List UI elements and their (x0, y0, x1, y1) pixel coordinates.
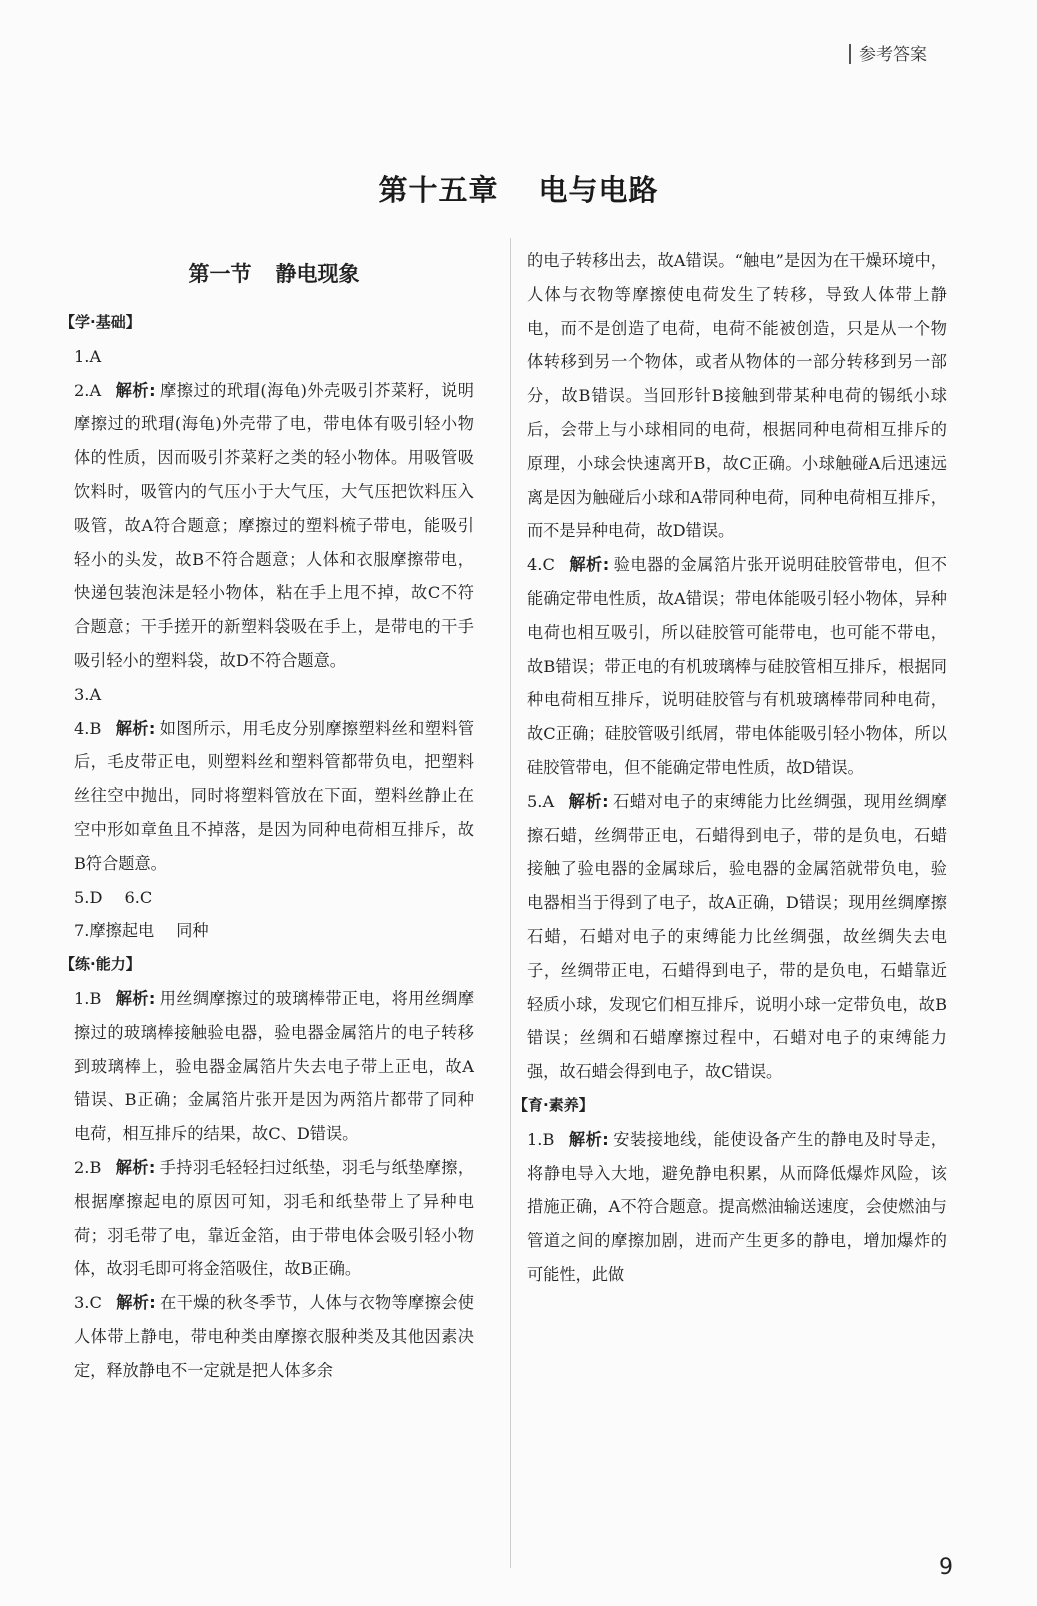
answer-3: 3.A (74, 684, 102, 704)
header-divider (849, 44, 851, 64)
practice-5-number: 5.A (527, 791, 555, 811)
analysis-label: 解析: (568, 1129, 609, 1149)
section-number: 第一节 (188, 262, 252, 286)
answer-6: 6.C (124, 887, 153, 907)
analysis-label: 解析: (115, 988, 156, 1008)
section-tag-literacy: 【育·素养】 (513, 1095, 594, 1114)
practice-2-number: 2.B (74, 1157, 102, 1177)
practice-2 (74, 1151, 474, 1286)
practice-1-number: 1.B (74, 988, 102, 1008)
answer-7-b: 同种 (176, 921, 209, 941)
answer-1: 1.A (74, 346, 102, 366)
answer-2-number: 2.A (74, 380, 102, 400)
practice-3-text: 在干燥的秋冬季节，人体与衣物等摩擦会使人体带上静电，带电种类由摩擦衣服种类及其他因素决定，释放静电不一定就是把人体多余 (74, 1293, 474, 1380)
running-header (849, 40, 927, 65)
practice-3 (74, 1286, 474, 1387)
practice-3-number: 3.C (74, 1293, 102, 1313)
header-label: 参考答案 (859, 45, 927, 65)
right-column (513, 244, 947, 1292)
practice-5 (527, 785, 947, 1089)
section-tag-ability: 【练·能力】 (60, 955, 141, 974)
answer-2 (74, 374, 474, 678)
practice-4 (527, 548, 947, 785)
answer-2-text: 摩擦过的玳瑁(海龟)外壳吸引芥菜籽，说明摩擦过的玳瑁(海龟)外壳带了电，带电体有吸引轻小物体的性质，因而吸引芥菜籽之类的轻小物体。用吸管吸饮料时，吸管内的气压小于大气压，大气压把饮料压入吸管，故A符合题意；摩擦过的塑料梳子带电，能吸引轻小的头发，故B不符合题意；人体和衣服摩擦带电，快递包装泡沫是轻小物体，粘在手上甩不掉，故C不符合题意；干手搓开的新塑料袋吸在手上，是带电的干手吸引轻小的塑料袋，故D不符合题意。 (74, 380, 474, 670)
analysis-label: 解析: (115, 718, 156, 738)
analysis-label: 解析: (115, 1157, 156, 1177)
practice-1 (74, 982, 474, 1151)
answer-4-text: 如图所示，用毛皮分别摩擦塑料丝和塑料管后，毛皮带正电，则塑料丝和塑料管都带负电，把塑料丝往空中抛出，同时将塑料管放在下面，塑料丝静止在空中形如章鱼且不掉落，是因为同种电荷相互排斥，故B符合题意。 (74, 718, 475, 873)
analysis-label: 解析: (568, 555, 610, 575)
page-number: 9 (939, 1555, 953, 1580)
section-title (74, 258, 474, 288)
literacy-1 (527, 1123, 947, 1292)
answer-4-number: 4.B (74, 718, 102, 738)
answer-7-number: 7. (74, 921, 90, 941)
answer-4 (74, 712, 474, 881)
chapter-name: 电与电路 (538, 173, 659, 207)
section-tag-basic: 【学·基础】 (60, 313, 141, 331)
answer-7 (74, 914, 474, 948)
column-divider (510, 238, 511, 1568)
analysis-label: 解析: (115, 380, 156, 400)
chapter-number: 第十五章 (378, 173, 499, 207)
answer-5: 5.D (74, 887, 103, 907)
answer-5-6 (74, 881, 474, 915)
practice-5-text: 石蜡对电子的束缚能力比丝绸强，现用丝绸摩擦石蜡，丝绸带正电，石蜡得到电子，带的是负电，石蜡接触了验电器的金属球后，验电器的金属箔就带负电，验电器相当于得到了电子，故A正确，D错误；现用丝绸摩擦石蜡，石蜡对电子的束缚能力比丝绸强，故丝绸失去电子，丝绸带正电，石蜡得到电子，带的是负电，石蜡靠近轻质小球，发现它们相互排斥，说明小球一定带负电，故B错误；丝绸和石蜡摩擦过程中，石蜡对电子的束缚能力强，故石蜡会得到电子，故C错误。 (527, 791, 947, 1082)
practice-4-number: 4.C (527, 555, 555, 575)
chapter-title (0, 168, 1037, 209)
practice-4-text: 验电器的金属箔片张开说明硅胶管带电，但不能确定带电性质，故A错误；带电体能吸引轻小物体，异种电荷也相互吸引，所以硅胶管可能带电，也可能不带电，故B错误；带正电的有机玻璃棒与硅胶管相互排斥，根据同种电荷相互排斥，说明硅胶管与有机玻璃棒带同种电荷，故C正确；硅胶管吸引纸屑，带电体能吸引轻小物体，所以硅胶管带电，但不能确定带电性质，故D错误。 (527, 555, 947, 777)
analysis-label: 解析: (568, 791, 609, 811)
answer-7-a: 摩擦起电 (89, 921, 155, 941)
analysis-label: 解析: (115, 1293, 156, 1313)
practice-2-text: 手持羽毛轻轻扫过纸垫，羽毛与纸垫摩擦，根据摩擦起电的原因可知，羽毛和纸垫带上了异种电荷；羽毛带了电，靠近金箔，由于带电体会吸引轻小物体，故羽毛即可将金箔吸住，故B正确。 (74, 1157, 475, 1279)
section-name: 静电现象 (275, 262, 360, 286)
practice-1-text: 用丝绸摩擦过的玻璃棒带正电，将用丝绸摩擦过的玻璃棒接触验电器，验电器金属箔片的电子转移到玻璃棒上，验电器金属箔片失去电子带上正电，故A错误、B正确；金属箔片张开是因为两箔片都带了同种电荷，相互排斥的结果，故C、D错误。 (74, 988, 475, 1144)
literacy-1-number: 1.B (527, 1129, 555, 1149)
literacy-1-text: 安装接地线，能使设备产生的静电及时导走，将静电导入大地，避免静电积累，从而降低爆炸风险，该措施正确，A不符合题意。提高燃油输送速度，会使燃油与管道之间的摩擦加剧，进而产生更多的静电，增加爆炸的可能性，此做 (527, 1129, 947, 1284)
practice-3-continued: 的电子转移出去，故A错误。“触电”是因为在干燥环境中，人体与衣物等摩擦使电荷发生了转移，导致人体带上静电，而不是创造了电荷，电荷不能被创造，只是从一个物体转移到另一个物体，或者从物体的一部分转移到另一部分，故B错误。当回形针B接触到带某种电荷的锡纸小球后，会带上与小球相同的电荷，根据同种电荷相互排斥的原理，小球会快速离开B，故C正确。小球触碰A后迅速远离是因为触碰后小球和A带同种电荷，同种电荷相互排斥，而不是异种电荷，故D错误。 (527, 251, 947, 541)
left-column (60, 306, 475, 1388)
